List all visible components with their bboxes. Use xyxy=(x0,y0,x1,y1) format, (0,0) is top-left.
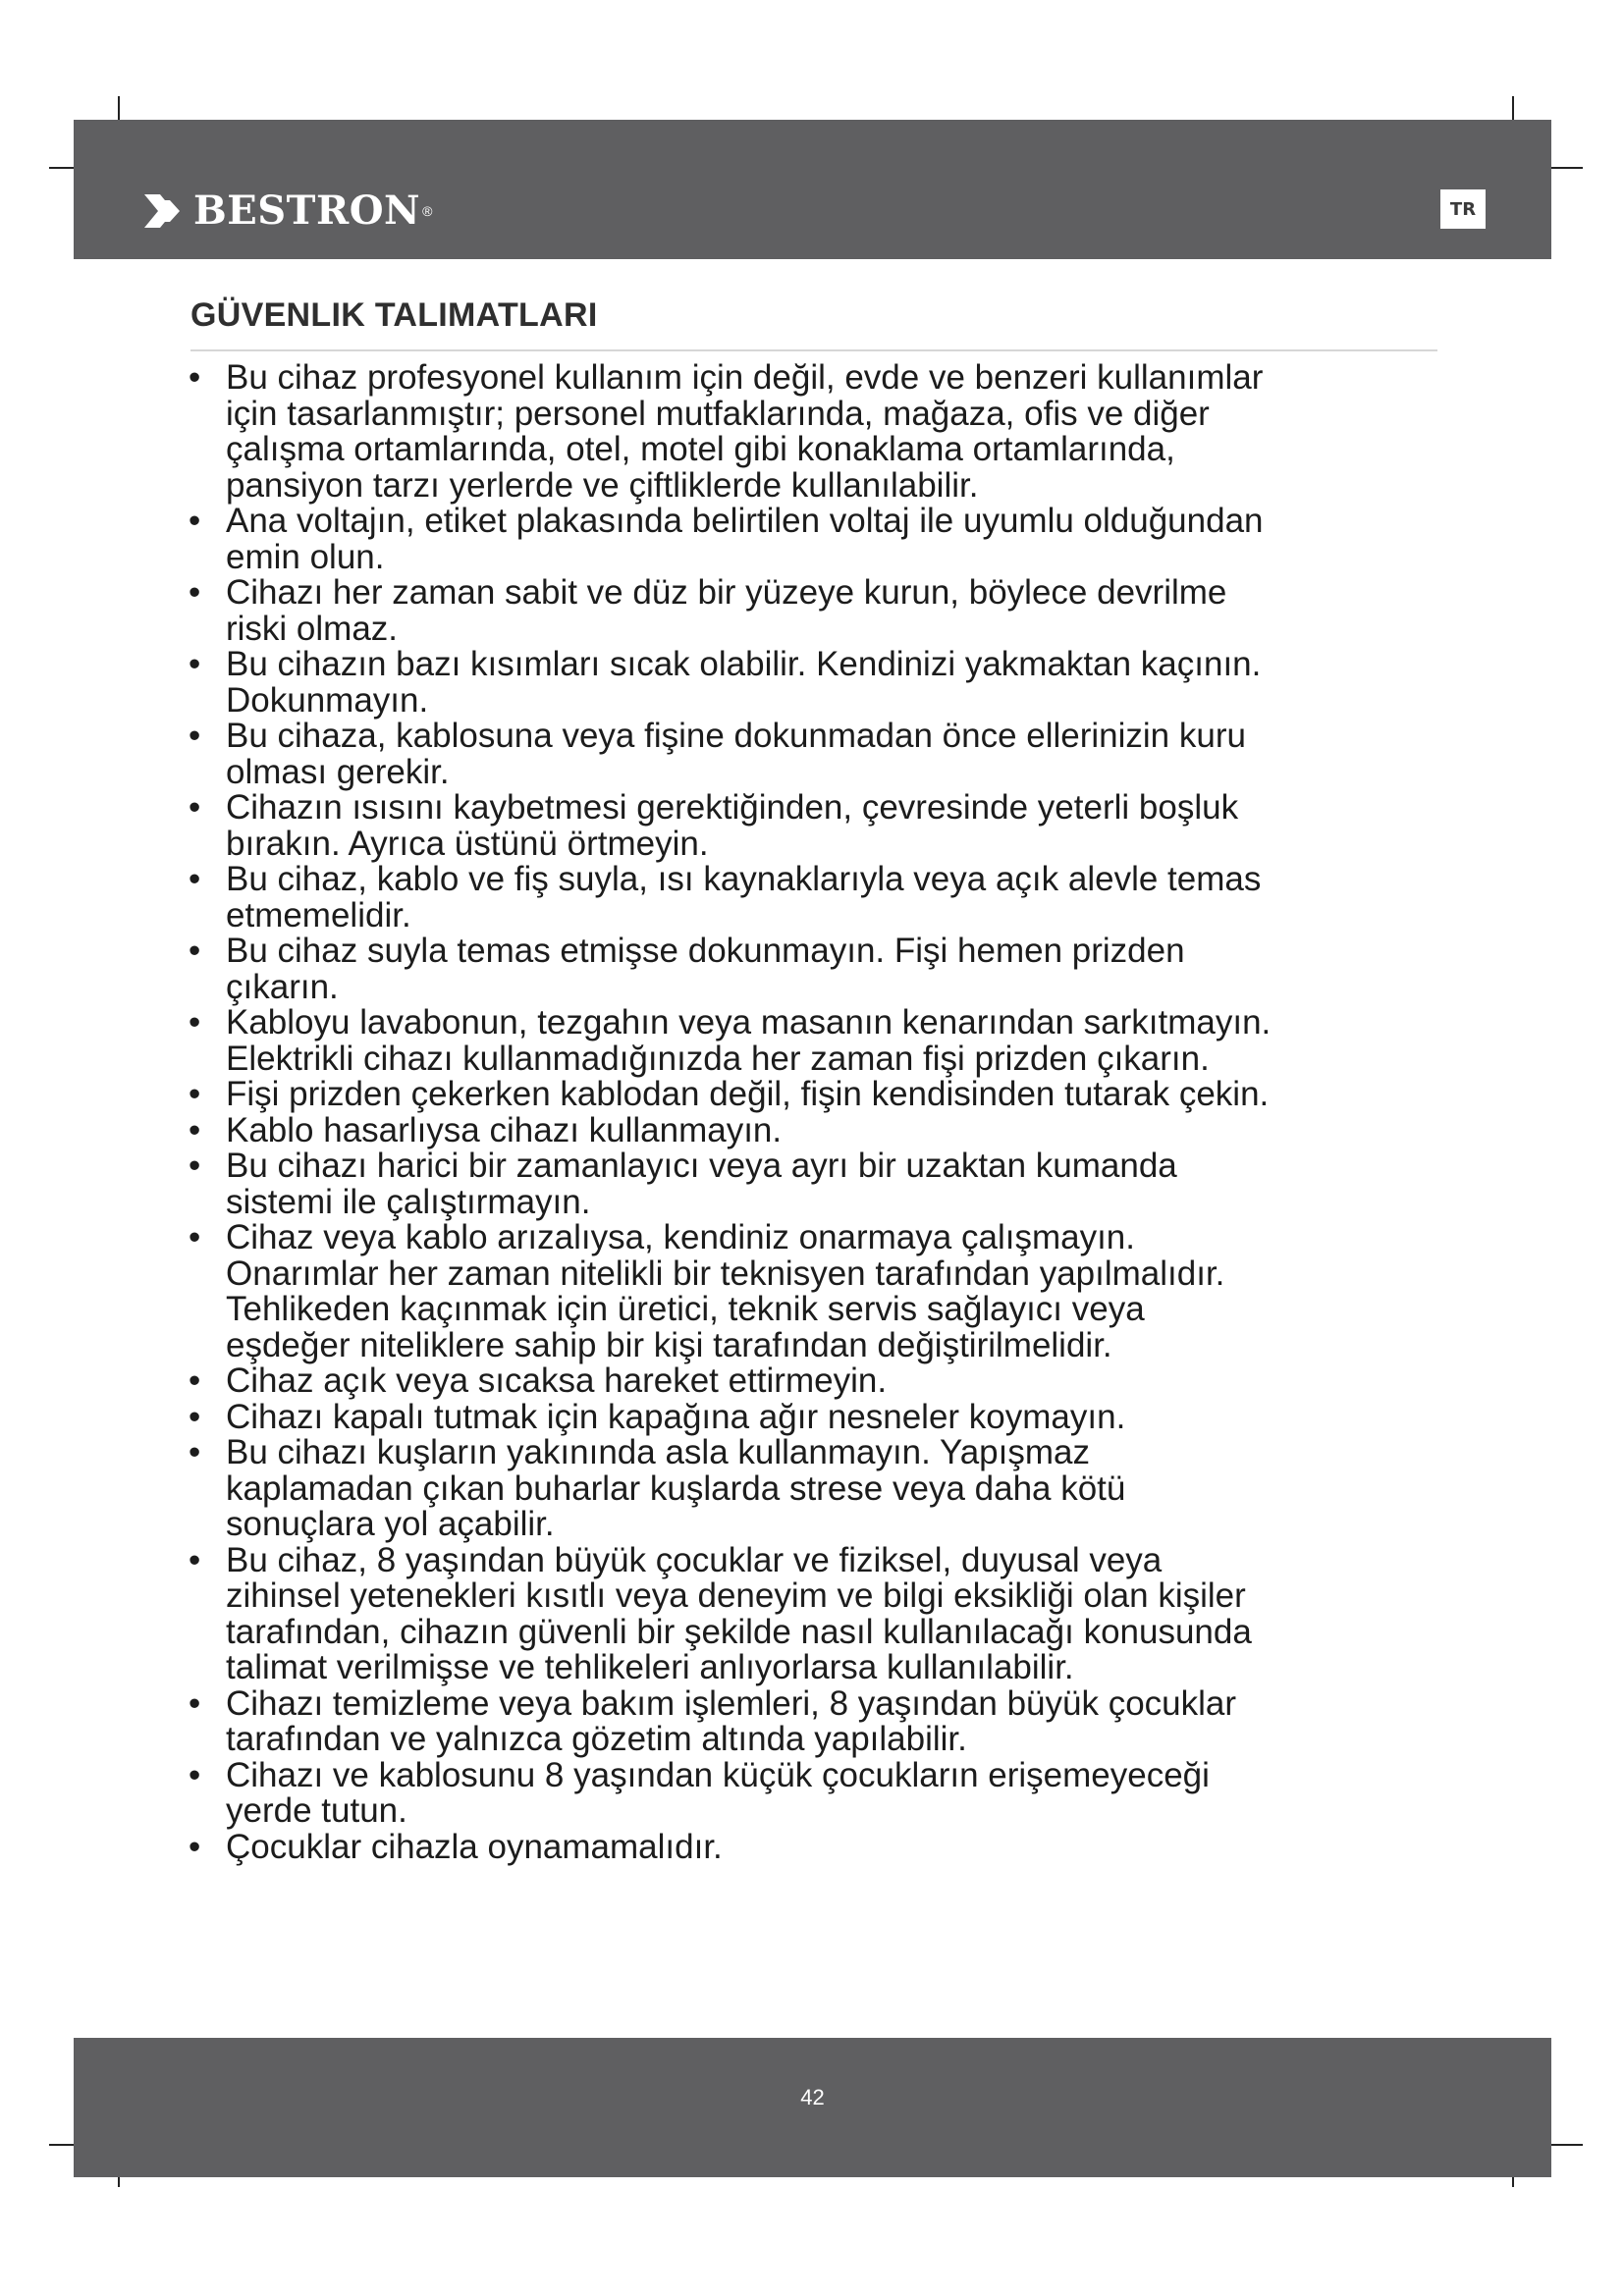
list-item xyxy=(177,934,1453,1005)
list-item-line: pansiyon tarzı yerlerde ve çiftliklerde kullanılabilir. xyxy=(226,465,979,505)
list-item-line: Bu cihaz suyla temas etmişse dokunmayın. Fişi hemen prizden xyxy=(226,932,1185,970)
list-item xyxy=(177,647,1453,719)
list-item xyxy=(177,1110,1453,1149)
safety-instructions xyxy=(177,360,1453,1865)
list-item xyxy=(177,1005,1453,1077)
bullet-icon: • xyxy=(189,1540,201,1579)
chevron-arrows-icon xyxy=(140,190,188,232)
list-item xyxy=(177,360,1453,504)
list-item-line: eşdeğer niteliklere sahip bir kişi tarafından değiştirilmelidir. xyxy=(226,1325,1112,1364)
instruction-list xyxy=(177,360,1453,1865)
list-item xyxy=(177,1540,1453,1686)
bullet-icon: • xyxy=(189,1755,201,1794)
list-item-line: Tehlikeden kaçınmak için üretici, teknik servis sağlayıcı veya xyxy=(226,1290,1145,1328)
bullet-icon: • xyxy=(189,1827,201,1866)
list-item xyxy=(177,1435,1453,1543)
bullet-icon: • xyxy=(189,932,201,970)
list-item-line: talimat verilmişse ve tehlikeleri anlıyorlarsa kullanılabilir. xyxy=(226,1648,1074,1686)
list-item-line: zihinsel yetenekleri kısıtlı veya deneyim ve bilgi eksikliği olan kişiler xyxy=(226,1576,1246,1615)
footer-bar xyxy=(74,2038,1551,2177)
bullet-icon: • xyxy=(189,502,201,540)
header-bar xyxy=(74,120,1551,259)
list-item-line: Elektrikli cihazı kullanmadığınızda her zaman fişi prizden çıkarın. xyxy=(226,1039,1210,1078)
list-item xyxy=(177,1220,1453,1363)
list-item-line: Cihaz açık veya sıcaksa hareket ettirmeyin. xyxy=(226,1362,888,1400)
bullet-icon: • xyxy=(189,717,201,755)
page-title: GÜVENLIK TALIMATLARI xyxy=(190,296,598,334)
list-item-line: etmemelidir. xyxy=(226,895,411,934)
list-item xyxy=(177,862,1453,934)
list-item xyxy=(177,790,1453,862)
list-item xyxy=(177,1148,1453,1220)
bullet-icon: • xyxy=(189,860,201,898)
list-item-line: Onarımlar her zaman nitelikli bir teknisyen tarafından yapılmalıdır. xyxy=(226,1254,1225,1293)
bullet-icon: • xyxy=(189,1147,201,1185)
list-item xyxy=(177,1363,1453,1400)
list-item-line: Bu cihaz profesyonel kullanım için değil, evde ve benzeri kullanımlar xyxy=(226,358,1264,397)
list-item-line: bırakın. Ayrıca üstünü örtmeyin. xyxy=(226,824,709,863)
bullet-icon: • xyxy=(189,1110,201,1149)
bullet-icon: • xyxy=(189,1075,201,1113)
list-item-line: tarafından ve yalnızca gözetim altında yapılabilir. xyxy=(226,1720,967,1758)
list-item-line: Bu cihazı harici bir zamanlayıcı veya ayrı bir uzaktan kumanda xyxy=(226,1147,1177,1185)
list-item-line: Cihazı temizleme veya bakım işlemleri, 8 yaşından büyük çocuklar xyxy=(226,1683,1237,1723)
bullet-icon: • xyxy=(189,1683,201,1723)
bullet-icon: • xyxy=(189,1003,201,1041)
list-item-line: emin olun. xyxy=(226,537,385,576)
list-item-line: Ana voltajın, etiket plakasında belirtilen voltaj ile uyumlu olduğundan xyxy=(226,502,1264,540)
list-item-line: kaplamadan çıkan buharlar kuşlarda strese veya daha kötü xyxy=(226,1468,1126,1508)
list-item xyxy=(177,1683,1453,1758)
list-item-line: Bu cihazı kuşların yakınında asla kullanmayın. Yapışmaz xyxy=(226,1433,1090,1471)
list-item xyxy=(177,504,1453,575)
brand-logo xyxy=(140,187,432,236)
list-item-line: Cihazı kapalı tutmak için kapağına ağır nesneler koymayın. xyxy=(226,1397,1126,1436)
list-item-line: Bu cihaz, 8 yaşından büyük çocuklar ve fiziksel, duyusal veya xyxy=(226,1540,1163,1579)
list-item-line: Bu cihaza, kablosuna veya fişine dokunmadan önce ellerinizin kuru xyxy=(226,717,1246,755)
list-item-line: riski olmaz. xyxy=(226,609,399,648)
page-number: 42 xyxy=(800,2085,825,2109)
list-item xyxy=(177,575,1453,647)
list-item-line: Bu cihaz, kablo ve fiş suyla, ısı kaynaklarıyla veya açık alevle temas xyxy=(226,860,1262,898)
list-item-line: Cihazın ısısını kaybetmesi gerektiğinden, çevresinde yeterli boşluk xyxy=(226,788,1239,827)
list-item-line: tarafından, cihazın güvenli bir şekilde nasıl kullanılacağı konusunda xyxy=(226,1612,1252,1651)
list-item-line: Dokunmayın. xyxy=(226,680,429,720)
list-item-line: çıkarın. xyxy=(226,967,339,1006)
list-item-line: Cihazı ve kablosunu 8 yaşından küçük çocukların erişemeyeceği xyxy=(226,1755,1210,1794)
bullet-icon: • xyxy=(189,645,201,683)
list-item-line: Çocuklar cihazla oynamamalıdır. xyxy=(226,1827,723,1866)
list-item-line: Kablo hasarlıysa cihazı kullanmayın. xyxy=(226,1110,783,1149)
language-badge: TR xyxy=(1440,189,1486,229)
list-item xyxy=(177,719,1453,790)
title-divider xyxy=(190,349,1437,351)
list-item-line: Kabloyu lavabonun, tezgahın veya masanın kenarından sarkıtmayın. xyxy=(226,1003,1272,1041)
list-item-line: olması gerekir. xyxy=(226,752,450,791)
list-item-line: yerde tutun. xyxy=(226,1791,407,1830)
list-item xyxy=(177,1827,1453,1866)
bullet-icon: • xyxy=(189,1362,201,1400)
list-item-line: sistemi ile çalıştırmayın. xyxy=(226,1182,591,1221)
list-item-line: için tasarlanmıştır; personel mutfaklarında, mağaza, ofis ve diğer xyxy=(226,394,1210,433)
list-item xyxy=(177,1077,1453,1113)
list-item-line: Cihazı her zaman sabit ve düz bir yüzeye kurun, böylece devrilme xyxy=(226,573,1227,612)
bullet-icon: • xyxy=(189,788,201,827)
list-item-line: Bu cihazın bazı kısımları sıcak olabilir. Kendinizi yakmaktan kaçının. xyxy=(226,645,1262,683)
bullet-icon: • xyxy=(189,1397,201,1436)
list-item xyxy=(177,1397,1453,1436)
list-item xyxy=(177,1755,1453,1830)
registered-mark: ® xyxy=(422,203,433,219)
list-item-line: Fişi prizden çekerken kablodan değil, fişin kendisinden tutarak çekin. xyxy=(226,1075,1270,1113)
list-item-line: Cihaz veya kablo arızalıysa, kendiniz onarmaya çalışmayın. xyxy=(226,1218,1135,1256)
bullet-icon: • xyxy=(189,1433,201,1471)
brand-name: BESTRON xyxy=(193,187,421,234)
list-item-line: sonuçlara yol açabilir. xyxy=(226,1505,555,1543)
bullet-icon: • xyxy=(189,1218,201,1256)
list-item-line: çalışma ortamlarında, otel, motel gibi konaklama ortamlarında, xyxy=(226,430,1175,468)
bullet-icon: • xyxy=(189,573,201,612)
bullet-icon: • xyxy=(189,358,201,397)
